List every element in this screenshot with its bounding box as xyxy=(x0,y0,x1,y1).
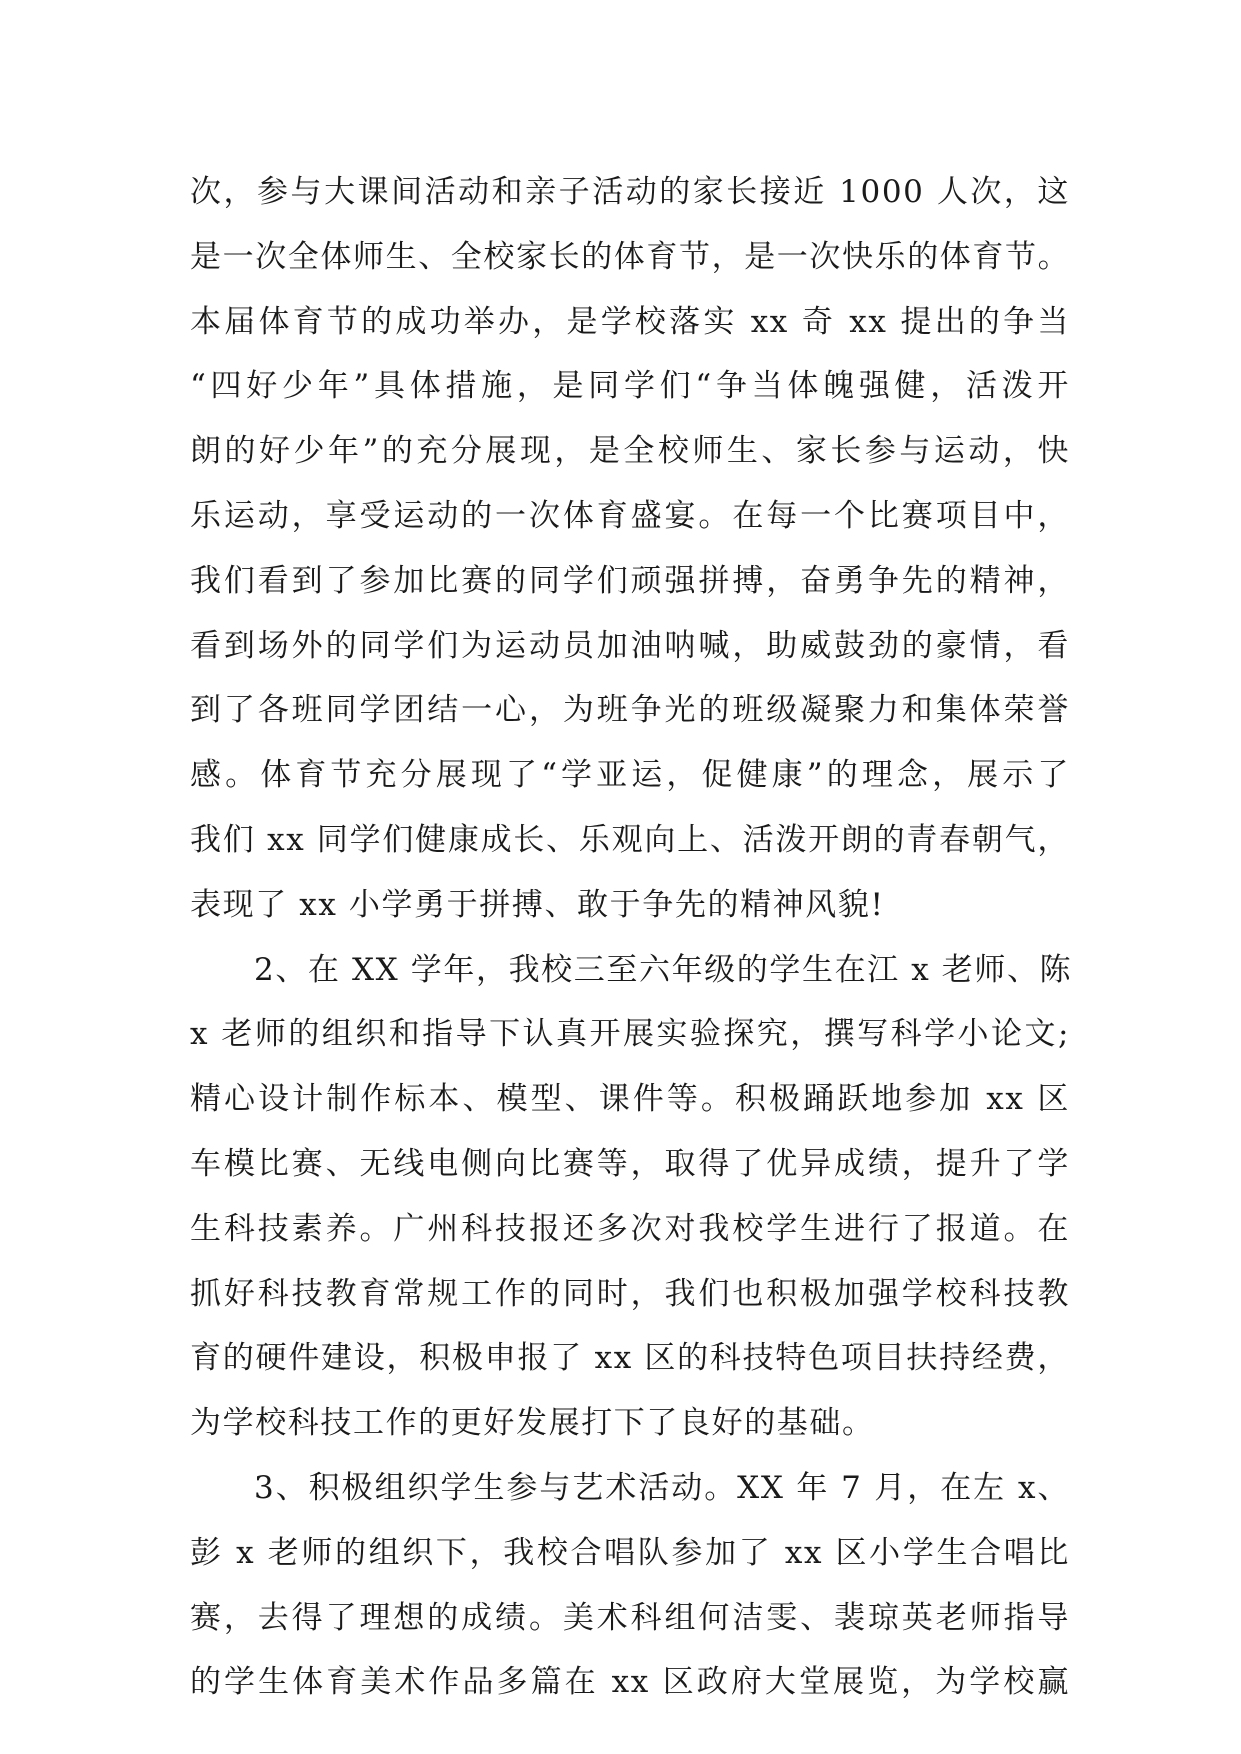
text-line: 精心设计制作标本、模型、课件等。积极踊跃地参加 xx 区 xyxy=(190,1081,1070,1118)
text-line: 彭 x 老师的组织下，我校合唱队参加了 xx 区小学生合唱比 xyxy=(190,1534,1070,1571)
text-line: 乐运动，享受运动的一次体育盛宴。在每一个比赛项目中， xyxy=(190,497,1070,534)
body-text xyxy=(190,160,1073,1715)
text-line: x 老师的组织和指导下认真开展实验探究，撰写科学小论文; xyxy=(190,1016,1070,1053)
text-line: “四好少年”具体措施，是同学们“争当体魄强健，活泼开 xyxy=(190,368,1070,405)
text-line: 的学生体育美术作品多篇在 xx 区政府大堂展览，为学校赢 xyxy=(190,1664,1070,1701)
text-line: 本届体育节的成功举办，是学校落实 xx 奇 xx 提出的争当 xyxy=(190,303,1070,340)
text-line: 是一次全体师生、全校家长的体育节，是一次快乐的体育节。 xyxy=(190,238,1071,275)
text-line: 生科技素养。广州科技报还多次对我校学生进行了报道。在 xyxy=(190,1210,1070,1247)
paragraph-2-start: 2、在 XX 学年，我校三至六年级的学生在江 x 老师、陈 xyxy=(254,951,1073,988)
text-line: 我们看到了参加比赛的同学们顽强拼搏，奋勇争先的精神， xyxy=(190,562,1070,599)
text-line: 表现了 xx 小学勇于拼搏、敢于争先的精神风貌! xyxy=(190,886,885,923)
text-line: 我们 xx 同学们健康成长、乐观向上、活泼开朗的青春朝气， xyxy=(190,821,1070,858)
text-line: 感。体育节充分展现了“学亚运，促健康”的理念，展示了 xyxy=(190,757,1070,794)
text-line: 次，参与大课间活动和亲子活动的家长接近 1000 人次，这 xyxy=(190,174,1070,210)
text-line: 看到场外的同学们为运动员加油呐喊，助威鼓劲的豪情，看 xyxy=(190,627,1070,664)
text-line: 到了各班同学团结一心，为班争光的班级凝聚力和集体荣誉 xyxy=(190,692,1070,729)
text-line: 车模比赛、无线电侧向比赛等，取得了优异成绩，提升了学 xyxy=(190,1145,1070,1182)
text-line: 朗的好少年”的充分展现，是全校师生、家长参与运动，快 xyxy=(190,433,1070,470)
text-line: 为学校科技工作的更好发展打下了良好的基础。 xyxy=(190,1405,875,1442)
text-line: 育的硬件建设，积极申报了 xx 区的科技特色项目扶持经费， xyxy=(190,1340,1070,1377)
paragraph-3-start: 3、积极组织学生参与艺术活动。XX 年 7 月，在左 x、 xyxy=(254,1469,1070,1506)
text-line: 抓好科技教育常规工作的同时，我们也积极加强学校科技教 xyxy=(190,1275,1070,1312)
text-line: 赛，去得了理想的成绩。美术科组何洁雯、裴琼英老师指导 xyxy=(190,1599,1070,1636)
